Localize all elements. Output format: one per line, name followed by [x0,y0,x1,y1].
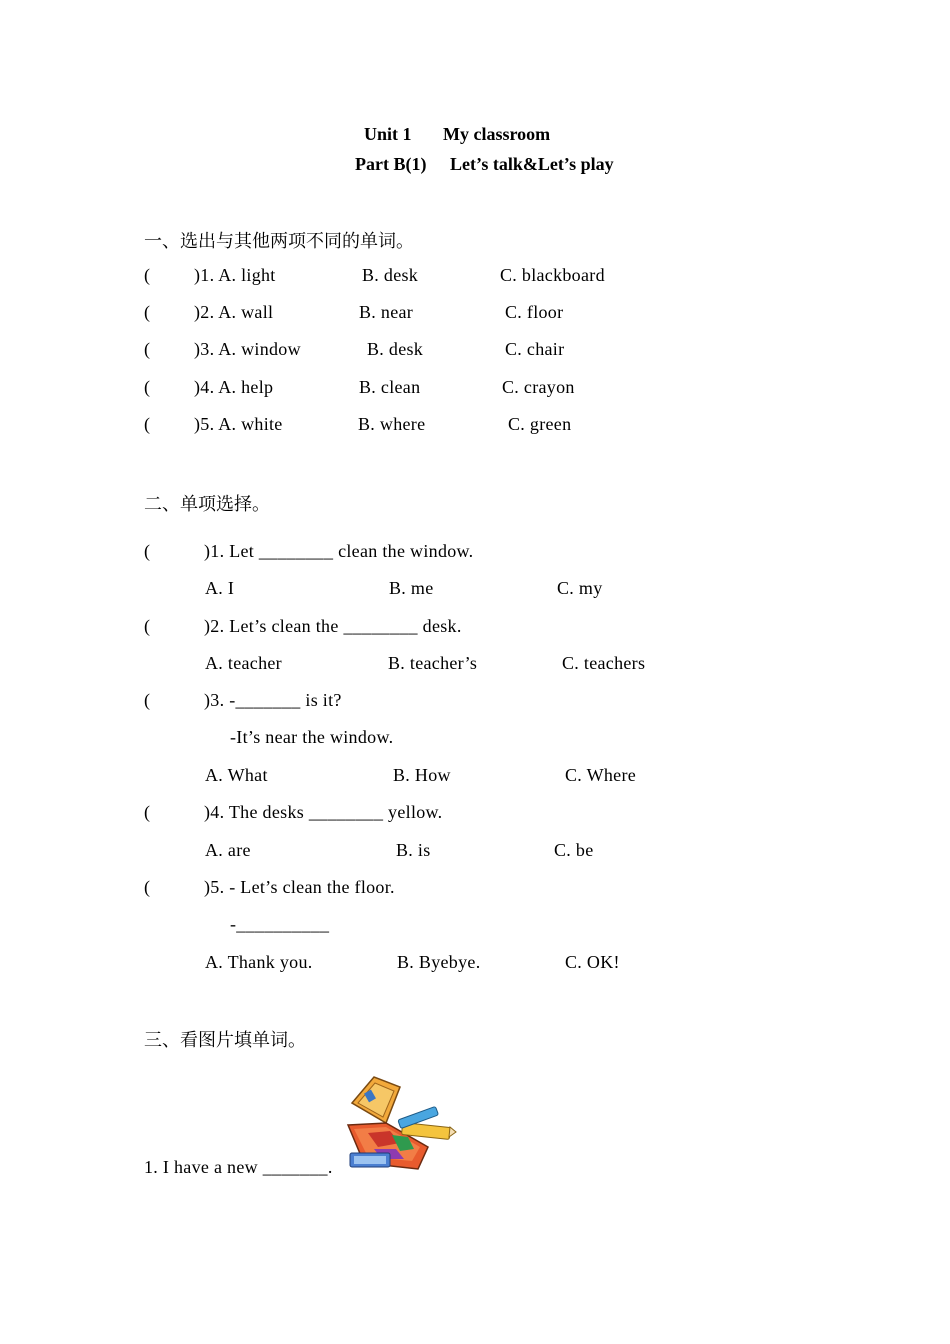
item-option-b: B. desk [362,265,419,285]
item-option-b: B. clean [359,377,421,397]
option-c: C. be [554,840,594,860]
option-a: A. teacher [205,653,282,673]
answer-paren: ( [144,377,150,397]
question-reply: -__________ [230,914,330,934]
question-stem: )2. Let’s clean the ________ desk. [204,616,462,636]
part-label: Part B(1) [355,154,427,174]
answer-paren: ( [144,302,150,322]
item-option-a: )4. A. help [194,377,274,397]
answer-paren: ( [144,339,150,359]
answer-paren: ( [144,877,150,897]
section2-heading: 二、单项选择。 [144,494,270,515]
option-a: A. Thank you. [205,952,313,972]
option-a: A. I [205,578,235,598]
item-option-b: B. near [359,302,414,322]
item-option-c: C. crayon [502,377,575,397]
item-option-a: )3. A. window [194,339,301,359]
section1-heading: 一、选出与其他两项不同的单词。 [144,231,414,252]
unit-name: My classroom [443,124,551,144]
option-a: A. What [205,765,268,785]
question-stem: )3. -_______ is it? [204,690,342,710]
option-b: B. is [396,840,431,860]
pencil-box-icon [344,1073,458,1175]
section3-heading: 三、看图片填单词。 [144,1030,306,1051]
option-b: B. Byebye. [397,952,481,972]
item-option-c: C. chair [505,339,565,359]
answer-paren: ( [144,265,150,285]
question-reply: -It’s near the window. [230,727,394,747]
question-stem: )4. The desks ________ yellow. [204,802,443,822]
item-option-c: C. blackboard [500,265,605,285]
answer-paren: ( [144,616,150,636]
question-stem: )1. Let ________ clean the window. [204,541,474,561]
option-c: C. Where [565,765,637,785]
answer-paren: ( [144,802,150,822]
item-option-b: B. desk [367,339,424,359]
item-option-b: B. where [358,414,426,434]
answer-paren: ( [144,414,150,434]
option-c: C. teachers [562,653,646,673]
option-b: B. teacher’s [388,653,478,673]
answer-paren: ( [144,690,150,710]
item-option-a: )1. A. light [194,265,276,285]
option-b: B. me [389,578,434,598]
item-option-a: )2. A. wall [194,302,274,322]
item-option-c: C. green [508,414,572,434]
lesson-label: Let’s talk&Let’s play [450,154,614,174]
option-a: A. are [205,840,251,860]
answer-paren: ( [144,541,150,561]
option-c: C. OK! [565,952,620,972]
option-c: C. my [557,578,603,598]
question-stem: 1. I have a new _______. [144,1157,333,1177]
option-b: B. How [393,765,451,785]
item-option-c: C. floor [505,302,564,322]
item-option-a: )5. A. white [194,414,283,434]
unit-label: Unit 1 [364,124,412,144]
question-stem: )5. - Let’s clean the floor. [204,877,395,897]
